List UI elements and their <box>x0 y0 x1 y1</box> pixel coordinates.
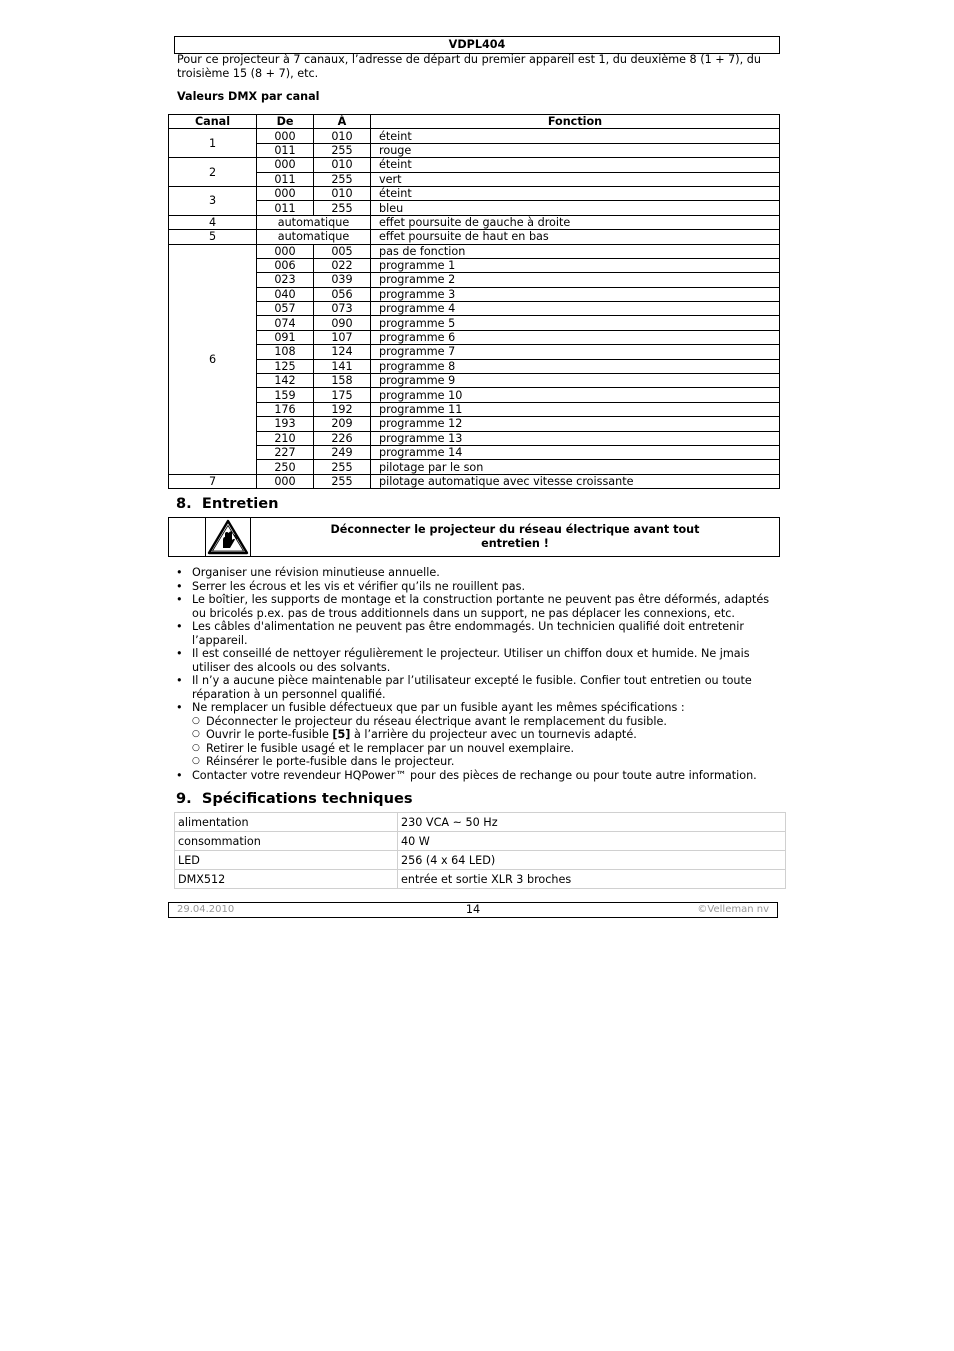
electric-hazard-icon <box>205 518 251 556</box>
fuse-holder-ref: [5] <box>332 728 351 741</box>
list-item: • Les câbles d'alimentation ne peuvent pas être endommagés. Un technicien qualifié doit entretenir l’appareil. <box>176 620 776 647</box>
fonction-cell: programme 8 <box>371 359 780 373</box>
a-cell: 039 <box>314 273 371 287</box>
fonction-cell: programme 6 <box>371 330 780 344</box>
table-row <box>175 813 786 832</box>
de-cell: 142 <box>257 374 314 388</box>
table-row <box>169 345 780 359</box>
spec-key: DMX512 <box>175 870 398 889</box>
fonction-cell: vert <box>371 172 780 186</box>
fonction-cell: pilotage par le son <box>371 460 780 474</box>
sub-list-item: ○ Déconnecter le projecteur du réseau électrique avant le remplacement du fusible. <box>192 715 776 729</box>
a-cell: 255 <box>314 143 371 157</box>
table-row <box>169 402 780 416</box>
de-cell: 193 <box>257 417 314 431</box>
de-cell: 000 <box>257 186 314 200</box>
table-row <box>169 186 780 200</box>
table-row <box>169 388 780 402</box>
de-cell: 108 <box>257 345 314 359</box>
list-item: • Le boîtier, les supports de montage et la construction portante ne peuvent pas être déformés, adaptés ou bricolés p.ex. pas de trous additionnels dans un support, ne pas déplacer les connexions, etc. <box>176 593 776 620</box>
dmx-table-title: Valeurs DMX par canal <box>177 90 320 103</box>
a-cell: 010 <box>314 158 371 172</box>
de-cell: 250 <box>257 460 314 474</box>
fonction-cell: programme 14 <box>371 445 780 459</box>
warning-text <box>251 523 779 551</box>
table-row <box>169 316 780 330</box>
warning-line-2: entretien ! <box>481 537 549 550</box>
fonction-cell: programme 5 <box>371 316 780 330</box>
warning-line-1: Déconnecter le projecteur du réseau électrique avant tout <box>330 523 700 536</box>
table-row <box>169 258 780 272</box>
a-cell: 158 <box>314 374 371 388</box>
de-cell: automatique <box>257 215 371 229</box>
table-row <box>169 287 780 301</box>
table-row <box>169 230 780 244</box>
fonction-cell: programme 7 <box>371 345 780 359</box>
fonction-cell: bleu <box>371 201 780 215</box>
intro-paragraph: Pour ce projecteur à 7 canaux, l’adresse de départ du premier appareil est 1, du deuxième 8 (1 + 7), du troisième 15 (8 + 7), etc. <box>177 53 761 80</box>
spec-value: 256 (4 x 64 LED) <box>398 851 786 870</box>
a-cell: 124 <box>314 345 371 359</box>
list-item: • Organiser une révision minutieuse annuelle. <box>176 566 776 580</box>
sub-list-item: ○ Réinsérer le porte-fusible dans le projecteur. <box>192 755 776 769</box>
de-cell: 023 <box>257 273 314 287</box>
canal-cell: 6 <box>169 244 257 474</box>
col-header-de: De <box>257 115 314 129</box>
fonction-cell: programme 13 <box>371 431 780 445</box>
fonction-cell: programme 2 <box>371 273 780 287</box>
sub-text-post: à l’arrière du projecteur avec un tournevis adapté. <box>350 728 637 741</box>
de-cell: 000 <box>257 158 314 172</box>
a-cell: 056 <box>314 287 371 301</box>
canal-cell: 3 <box>169 186 257 215</box>
spec-value: 40 W <box>398 832 786 851</box>
de-cell: 006 <box>257 258 314 272</box>
de-cell: 176 <box>257 402 314 416</box>
a-cell: 255 <box>314 460 371 474</box>
table-row <box>169 215 780 229</box>
list-item: • Contacter votre revendeur HQPower™ pour des pièces de rechange ou pour toute autre information. <box>176 769 776 783</box>
canal-cell: 2 <box>169 158 257 187</box>
table-row <box>169 143 780 157</box>
a-cell: 226 <box>314 431 371 445</box>
table-row <box>169 417 780 431</box>
a-cell: 255 <box>314 172 371 186</box>
list-item-fuse <box>176 701 776 769</box>
list-item: • Il est conseillé de nettoyer régulièrement le projecteur. Utiliser un chiffon doux et humide. Ne jmais utiliser des alcools ou des solvants. <box>176 647 776 674</box>
de-cell: 159 <box>257 388 314 402</box>
a-cell: 010 <box>314 129 371 143</box>
sub-text-pre: Ouvrir le porte-fusible <box>206 728 333 741</box>
fuse-text: Ne remplacer un fusible défectueux que par un fusible ayant les mêmes spécifications : <box>192 701 685 714</box>
a-cell: 141 <box>314 359 371 373</box>
table-row <box>169 474 780 488</box>
a-cell: 090 <box>314 316 371 330</box>
de-cell: 210 <box>257 431 314 445</box>
document-header: VDPL404 <box>174 36 780 54</box>
table-row <box>169 201 780 215</box>
de-cell: 000 <box>257 244 314 258</box>
de-cell: 040 <box>257 287 314 301</box>
dmx-values-table <box>168 114 780 489</box>
table-row <box>169 431 780 445</box>
fonction-cell: effet poursuite de haut en bas <box>371 230 780 244</box>
sub-list-item: ○ Retirer le fusible usagé et le remplacer par un nouvel exemplaire. <box>192 742 776 756</box>
section-9-heading: 9. Spécifications techniques <box>176 790 413 807</box>
table-row <box>169 374 780 388</box>
table-row <box>169 330 780 344</box>
list-item: • Serrer les écrous et les vis et vérifier qu’ils ne rouillent pas. <box>176 580 776 594</box>
de-cell: 011 <box>257 172 314 186</box>
a-cell: 255 <box>314 201 371 215</box>
fonction-cell: programme 3 <box>371 287 780 301</box>
de-cell: 000 <box>257 474 314 488</box>
table-row <box>169 460 780 474</box>
fonction-cell: éteint <box>371 158 780 172</box>
page-footer <box>168 902 778 918</box>
a-cell: 249 <box>314 445 371 459</box>
canal-cell: 1 <box>169 129 257 158</box>
table-row <box>175 832 786 851</box>
fonction-cell: programme 1 <box>371 258 780 272</box>
de-cell: 057 <box>257 302 314 316</box>
maintenance-list <box>176 566 776 782</box>
sub-list-item <box>192 728 776 742</box>
spec-key: consommation <box>175 832 398 851</box>
table-row <box>169 273 780 287</box>
spec-value: entrée et sortie XLR 3 broches <box>398 870 786 889</box>
col-header-canal: Canal <box>169 115 257 129</box>
table-header-row <box>169 115 780 129</box>
table-row <box>175 851 786 870</box>
canal-cell: 4 <box>169 215 257 229</box>
table-row <box>175 870 786 889</box>
specs-table <box>174 812 786 889</box>
spec-value: 230 VCA ~ 50 Hz <box>398 813 786 832</box>
col-header-fonction: Fonction <box>371 115 780 129</box>
de-cell: 011 <box>257 201 314 215</box>
table-row <box>169 302 780 316</box>
de-cell: 000 <box>257 129 314 143</box>
de-cell: 091 <box>257 330 314 344</box>
fonction-cell: programme 11 <box>371 402 780 416</box>
fonction-cell: programme 10 <box>371 388 780 402</box>
section-8-heading: 8. Entretien <box>176 495 279 512</box>
de-cell: 074 <box>257 316 314 330</box>
a-cell: 255 <box>314 474 371 488</box>
canal-cell: 7 <box>169 474 257 488</box>
spec-key: alimentation <box>175 813 398 832</box>
footer-copyright: ©Velleman nv <box>697 904 769 915</box>
fonction-cell: pas de fonction <box>371 244 780 258</box>
table-row <box>169 244 780 258</box>
list-item: • Il n’y a aucune pièce maintenable par l’utilisateur excepté le fusible. Confier tout entretien ou toute réparation à un personnel qualifié. <box>176 674 776 701</box>
table-row <box>169 359 780 373</box>
fonction-cell: programme 12 <box>371 417 780 431</box>
a-cell: 175 <box>314 388 371 402</box>
spec-key: LED <box>175 851 398 870</box>
de-cell: 227 <box>257 445 314 459</box>
fonction-cell: éteint <box>371 186 780 200</box>
canal-cell: 5 <box>169 230 257 244</box>
fonction-cell: rouge <box>371 143 780 157</box>
page-number: 14 <box>465 903 481 916</box>
table-row <box>169 158 780 172</box>
a-cell: 107 <box>314 330 371 344</box>
a-cell: 010 <box>314 186 371 200</box>
fonction-cell: effet poursuite de gauche à droite <box>371 215 780 229</box>
a-cell: 022 <box>314 258 371 272</box>
a-cell: 209 <box>314 417 371 431</box>
fonction-cell: pilotage automatique avec vitesse croissante <box>371 474 780 488</box>
warning-box <box>168 517 780 557</box>
fonction-cell: programme 4 <box>371 302 780 316</box>
a-cell: 005 <box>314 244 371 258</box>
de-cell: 011 <box>257 143 314 157</box>
fonction-cell: programme 9 <box>371 374 780 388</box>
fonction-cell: éteint <box>371 129 780 143</box>
table-row <box>169 172 780 186</box>
fuse-sub-list <box>192 715 776 769</box>
de-cell: 125 <box>257 359 314 373</box>
a-cell: 192 <box>314 402 371 416</box>
col-header-a: À <box>314 115 371 129</box>
table-row <box>169 129 780 143</box>
de-cell: automatique <box>257 230 371 244</box>
table-row <box>169 445 780 459</box>
footer-date: 29.04.2010 <box>177 904 235 915</box>
a-cell: 073 <box>314 302 371 316</box>
